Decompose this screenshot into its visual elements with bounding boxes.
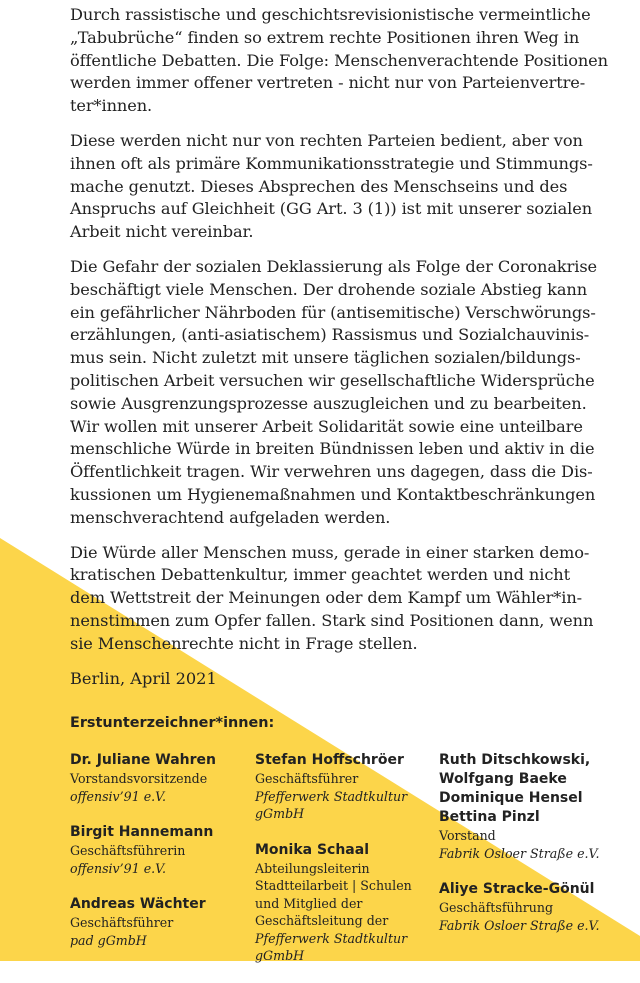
signer-name: Stefan Hoffschröer (255, 752, 404, 769)
signer (70, 823, 250, 877)
signer-organization: offensiv’91 e.V. (70, 788, 167, 804)
signer-organization: offensiv’91 e.V. (70, 860, 167, 876)
signer-role: Vorstandsvorsitzende (70, 771, 208, 787)
signers-column-1 (70, 751, 250, 967)
signer-name: Dr. Juliane Wahren (70, 752, 217, 769)
signer-name: Andreas Wächter (70, 896, 206, 913)
signer (255, 841, 435, 965)
signer-organization: Pfefferwerk Stadtkultur gGmbH (255, 930, 408, 964)
signer-name: Birgit Hannemann (70, 824, 214, 841)
signers-column-3 (439, 751, 619, 952)
signer (255, 751, 435, 823)
signer (439, 751, 619, 862)
signers-heading: Erstunterzeichner*innen: (70, 715, 275, 732)
signer (70, 895, 250, 949)
paragraph-1: Durch rassistische und geschichtsrevisionistische vermeintliche „Tabubrüche“ finden so extrem rechte Positionen ihren Weg in öffentliche Debatten. Die Folge: Menschenverachtende Positionen werden immer offener vertreten - nicht nur von Parteienvertre- ter*innen. (70, 5, 608, 116)
signers-column-2 (255, 751, 435, 983)
signer-organization: Fabrik Osloer Straße e.V. (439, 845, 600, 861)
signer (70, 751, 250, 805)
signer (439, 880, 619, 934)
signer-role: Geschäftsführung (439, 900, 554, 916)
signer-organization: Pfefferwerk Stadtkultur gGmbH (255, 788, 408, 822)
signer-role: Geschäftsführer (70, 915, 174, 931)
signer-role: Vorstand (439, 828, 496, 844)
signer-role: Abteilungsleiterin Stadtteilarbeit | Schulen und Mitglied der Geschäftsleitung der (255, 860, 412, 929)
signer-name: Aliye Stracke-Gönül (439, 881, 595, 898)
statement-document (70, 4, 610, 981)
signer-organization: Fabrik Osloer Straße e.V. (439, 917, 600, 933)
signers-grid (70, 751, 610, 981)
paragraph-4: Die Würde aller Menschen muss, gerade in einer starken demo- kratischen Debattenkultur, immer geachtet werden und nicht dem Wettstreit der Meinungen oder dem Kampf um Wähler*in- nenstimmen zum Opfer fallen. Stark sind Positionen dann, wenn sie Menschenrechte nicht in Frage stellen. (70, 542, 594, 653)
paragraph-2: Diese werden nicht nur von rechten Parteien bedient, aber von ihnen oft als primäre Kommunikationsstrategie und Stimmungs- mache genutzt. Dieses Absprechen des Menschseins und des Anspruchs auf Gleichheit (GG Art. 3 (1)) ist mit unserer sozialen Arbeit nicht vereinbar. (70, 130, 593, 242)
signer-role: Geschäftsführer (255, 771, 359, 787)
paragraph-3: Die Gefahr der sozialen Deklassierung als Folge der Coronakrise beschäftigt viele Menschen. Der drohende soziale Abstieg kann ein gefährlicher Nährboden für (antisemitische) Verschwörungs- erzählungen, (anti-asiatischem) Rassismus und Sozialchauvinis- mus sein. Nicht zuletzt mit unsere täglichen sozialen/bildungs- politischen Arbeit versuchen wir gesellschaftliche Widersprüche sowie Ausgrenzungsprozesse auszugleichen und zu bearbeiten. Wir wollen mit unserer Arbeit Solidarität sowie eine unteilbare menschliche Würde in breiten Bündnissen leben und aktiv in die Öffentlichkeit tragen. Wir verwehren uns dagegen, dass die Dis- kussionen um Hygienemaßnahmen und Kontaktbeschränkungen menschverachtend aufgeladen werden. (70, 256, 598, 527)
signer-name: Ruth Ditschkowski, Wolfgang Baeke Dominique Hensel Bettina Pinzl (439, 752, 591, 826)
signer-organization: pad gGmbH (70, 932, 147, 948)
place-date: Berlin, April 2021 (70, 668, 217, 688)
signer-name: Monika Schaal (255, 841, 369, 858)
signer-role: Geschäftsführerin (70, 843, 186, 859)
